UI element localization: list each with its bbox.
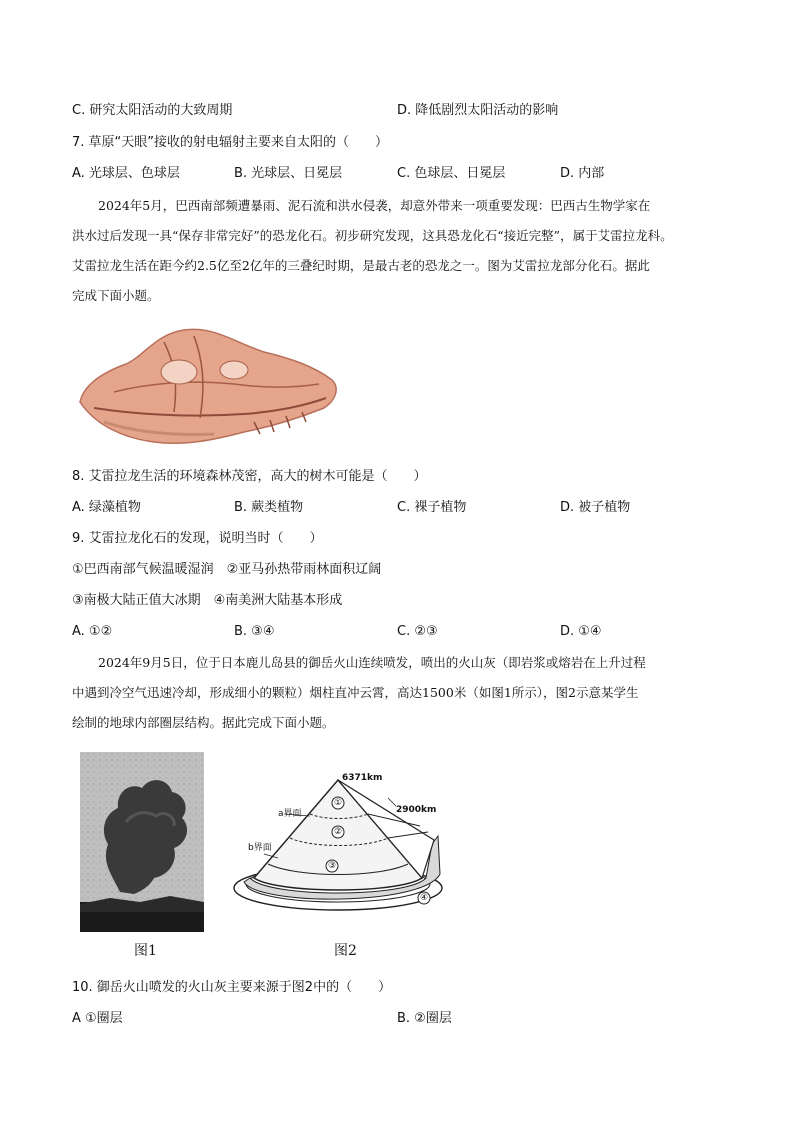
q7-option-c: C. 色球层、日冕层 [397, 166, 506, 181]
q9-option-d: D. ①④ [560, 624, 602, 639]
q7-stem: 7. 草原“天眼”接收的射电辐射主要来自太阳的（ ） [72, 135, 389, 150]
q8-option-b: B. 蕨类植物 [234, 500, 304, 515]
q6-option-c: C. 研究太阳活动的大致周期 [72, 103, 233, 118]
figure-2-label-radius: 6371km [342, 773, 383, 783]
figure-2-label-a-interface: a界面 [278, 809, 302, 819]
q7-option-d: D. 内部 [560, 166, 605, 181]
figure-2-layer-3: ③ [328, 861, 337, 871]
figure-2-caption: 图2 [334, 943, 357, 959]
q9-option-a: A. ①② [72, 624, 113, 639]
q8-option-d: D. 被子植物 [560, 500, 631, 515]
passage-volcano-line-3: 绘制的地球内部圈层结构。据此完成下面小题。 [72, 715, 335, 730]
q8-stem: 8. 艾雷拉龙生活的环境森林茂密，高大的树木可能是（ ） [72, 469, 427, 484]
figure-1-volcano-photo [80, 752, 204, 932]
q8-option-c: C. 裸子植物 [397, 500, 467, 515]
passage-dinosaur-line-1: 2024年5月，巴西南部频遭暴雨、泥石流和洪水侵袭，却意外带来一项重要发现：巴西古生物学家在 [98, 198, 651, 213]
q8-option-a: A. 绿藻植物 [72, 500, 141, 515]
passage-volcano-line-2: 中遇到冷空气迅速冷却，形成细小的颗粒）烟柱直冲云霄，高达1500米（如图1所示），图2示意某学生 [72, 685, 639, 700]
q9-option-b: B. ③④ [234, 624, 275, 639]
q9-statements-1: ①巴西南部气候温暖湿润 ②亚马孙热带雨林面积辽阔 [72, 562, 382, 577]
passage-dinosaur-line-4: 完成下面小题。 [72, 288, 160, 303]
dinosaur-fossil-image [74, 322, 344, 450]
q10-option-b: B. ②圈层 [397, 1011, 452, 1026]
figure-1-caption: 图1 [134, 943, 157, 959]
q6-option-d: D. 降低剧烈太阳活动的影响 [397, 103, 559, 118]
figure-2-label-b-interface: b界面 [248, 843, 272, 853]
q10-option-a: A ①圈层 [72, 1011, 123, 1026]
q7-option-a: A. 光球层、色球层 [72, 166, 180, 181]
passage-dinosaur [72, 191, 722, 311]
figure-2-label-depth: 2900km [396, 805, 437, 815]
passage-volcano-line-1: 2024年9月5日，位于日本鹿儿岛县的御岳火山连续喷发，喷出的火山灰（即岩浆或熔岩在上升过程 [98, 655, 646, 670]
figure-2-layer-4: ④ [420, 893, 429, 903]
q10-stem: 10. 御岳火山喷发的火山灰主要来源于图2中的（ ） [72, 980, 392, 995]
q9-statements-2: ③南极大陆正值大冰期 ④南美洲大陆基本形成 [72, 593, 343, 608]
passage-volcano [72, 648, 722, 738]
figure-2-layer-2: ② [334, 827, 343, 837]
figure-2-layer-1: ① [334, 798, 343, 808]
passage-dinosaur-line-2: 洪水过后发现一具“保存非常完好”的恐龙化石。初步研究发现，这具恐龙化石“接近完整”，属于艾雷拉龙科。 [72, 228, 673, 243]
q9-option-c: C. ②③ [397, 624, 438, 639]
q7-option-b: B. 光球层、日冕层 [234, 166, 343, 181]
q9-stem: 9. 艾雷拉龙化石的发现，说明当时（ ） [72, 531, 323, 546]
passage-dinosaur-line-3: 艾雷拉龙生活在距今约2.5亿至2亿年的三叠纪时期，是最古老的恐龙之一。图为艾雷拉龙部分化石。据此 [72, 258, 650, 273]
